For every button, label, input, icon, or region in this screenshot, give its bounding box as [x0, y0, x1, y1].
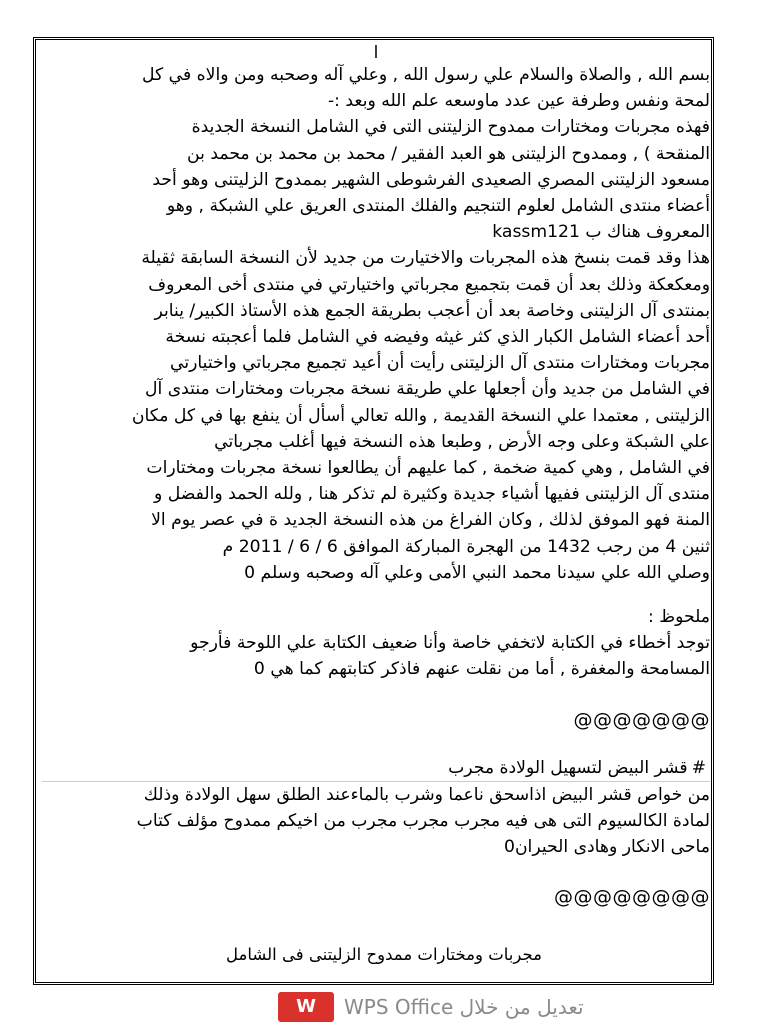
separator-line: @@@@@@@: [573, 708, 710, 731]
intro-line: هذا وقد قمت بنسخ هذه المجربات والاختيارت من جديد لأن النسخة السابقة ثقيلة: [141, 248, 710, 269]
intro-paragraph: [42, 62, 710, 586]
intro-line: أحد أعضاء الشامل الكبار الذي كثر غيثه وفيضه في الشامل فلما أعجبته نسخة: [165, 327, 710, 348]
intro-line: في الشامل من جديد وأن أجعلها علي طريقة نسخة مجربات ومختارات منتدى آل: [144, 379, 710, 400]
intro-line: الزليتنى , معتمدا علي النسخة القديمة , والله تعالي أسأل أن ينفع بها في كل مكان: [131, 405, 710, 426]
spacer: [42, 683, 710, 705]
note-section: [42, 604, 710, 683]
intro-line: في الشامل , وهي كمية ضخمة , كما عليهم أن يطالعوا نسخة مجربات ومختارات: [146, 458, 710, 479]
intro-line: بسم الله , والصلاة والسلام علي رسول الله , وعلي آله وصحبه ومن والاه في كل: [141, 65, 710, 85]
separator-line: @@@@@@@@: [554, 886, 710, 909]
document-footer-title: مجربات ومختارات ممدوح الزليتنى فى الشامل: [226, 945, 542, 964]
wps-logo-icon: W: [278, 992, 334, 1022]
intro-line: ومعكعكة وذلك بعد أن قمت بتجميع مجرباتي واختيارتي في منتدى أخى المعروف: [148, 274, 710, 295]
wps-caption: تعديل من خلال WPS Office: [344, 995, 584, 1019]
recipe-line: لمادة الكالسيوم التى هى فيه مجرب مجرب مجرب من اخيكم ممدوح مؤلف كتاب: [136, 810, 710, 831]
spacer: [42, 735, 710, 755]
intro-line: مسعود الزليتنى المصري الصعيدى الفرشوطى الشهير بممدوح الزليتنى وهو أحد: [152, 169, 710, 190]
recipe-hash: #: [691, 757, 706, 778]
note-line: توجد أخطاء في الكتابة لاتخفي خاصة وأنا ضعيف الكتابة علي اللوحة فأرجو: [190, 633, 710, 654]
intro-line: المنقحة ) , وممدوح الزليتنى هو العبد الفقير / محمد بن محمد بن محمد بن: [187, 143, 710, 164]
document-body: [42, 44, 710, 912]
intro-line: ثنين 4 من رجب 1432 من الهجرة المباركة الموافق 6 / 6 / 2011 م: [222, 536, 710, 557]
intro-line: بمنتدى آل الزليتنى وخاصة بعد أن أعجب بطريقة الجمع هذه الأستاذ الكبير/ ينابر: [154, 300, 710, 321]
recipe-line: من خواص قشر البيض اذاسحق ناعما وشرب بالماءعند الطلق سهل الولادة وذلك: [143, 784, 710, 805]
intro-line: المعروف هناك ب kassm121: [492, 222, 710, 243]
intro-line: مجربات ومختارات منتدى آل الزليتنى رأيت أن أعيد تجميع مجرباتي واختيارتي: [170, 353, 710, 374]
spacer: [42, 860, 710, 882]
intro-line: لمحة ونفس وطرفة عين عدد ماوسعه علم الله وبعد :-: [327, 91, 710, 112]
intro-line: المنة فهو الموفق لذلك , وكان الفراغ من هذه النسخة الجديد ة في عصر يوم الا: [151, 510, 710, 531]
note-line: المسامحة والمغفرة , أما من نقلت عنهم فاذكر كتابتهم كما هي 0: [253, 659, 710, 680]
intro-line: منتدى آل الزليتنى ففيها أشياء جديدة وكثيرة لم تذكر هنا , ولله الحمد والفضل و: [154, 484, 710, 505]
recipe-line: ماحى الانكار وهادى الحيران0: [504, 837, 710, 858]
page-number: ا: [373, 43, 379, 63]
recipe-title: قشر البيض لتسهيل الولادة مجرب: [448, 757, 688, 778]
note-heading: ملحوظ :: [647, 607, 710, 628]
intro-line: فهذه مجربات ومختارات ممدوح الزليتنى التى في الشامل النسخة الجديدة: [191, 117, 710, 138]
spacer: [42, 586, 710, 604]
recipe-body: [42, 782, 710, 861]
intro-line: أعضاء منتدى الشامل لعلوم التنجيم والفلك المنتدى العريق علي الشبكة , وهو: [166, 196, 710, 217]
intro-line: وصلي الله علي سيدنا محمد النبي الأمى وعلي آله وصحبه وسلم 0: [244, 562, 710, 583]
intro-line: علي الشبكة وعلى وجه الأرض , وطبعا هذه النسخة فيها أغلب مجرباتي: [214, 431, 710, 452]
wps-watermark: [278, 992, 638, 1022]
recipe-heading: [42, 755, 710, 782]
